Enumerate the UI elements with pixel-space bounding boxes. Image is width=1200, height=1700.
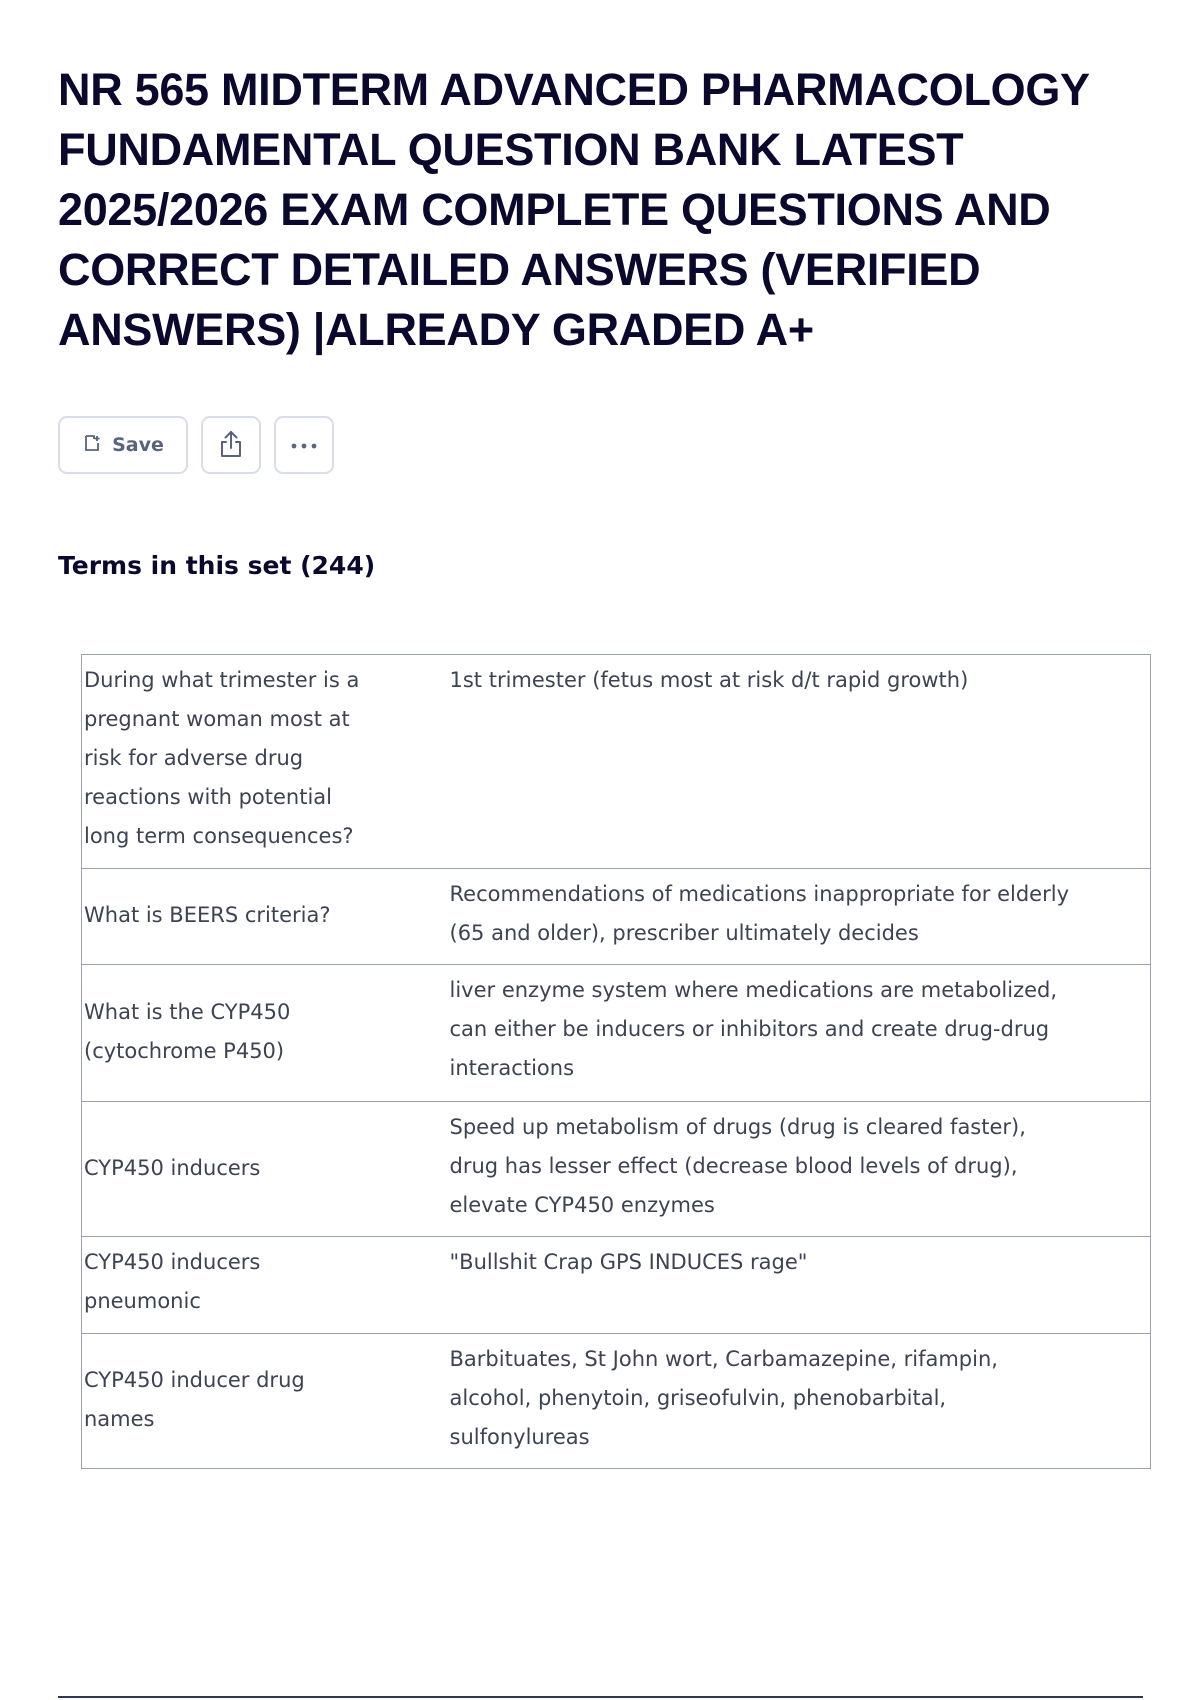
term-cell: CYP450 inducer drug names (82, 1334, 402, 1469)
table-row (82, 1334, 1151, 1469)
more-options-button[interactable] (274, 416, 334, 474)
table-row (82, 655, 1151, 869)
term-cell: CYP450 inducers (82, 1102, 402, 1237)
save-button-label: Save (112, 434, 164, 456)
save-icon (82, 433, 102, 458)
term-cell: During what trimester is a pregnant woman most at risk for adverse drug reactions with potential long term consequences? (82, 655, 402, 869)
table-row (82, 965, 1151, 1102)
toolbar (58, 416, 334, 474)
term-cell: CYP450 inducers pneumonic (82, 1237, 402, 1334)
term-cell: What is BEERS criteria? (82, 869, 402, 965)
definition-cell: liver enzyme system where medications are metabolized, can either be inducers or inhibitors and create drug-drug interactions (402, 965, 1151, 1102)
definition-cell: Recommendations of medications inappropriate for elderly (65 and older), prescriber ultimately decides (402, 869, 1151, 965)
bottom-divider (58, 1696, 1143, 1698)
share-icon (217, 429, 245, 462)
terms-heading: Terms in this set (244) (58, 551, 376, 580)
definition-cell: 1st trimester (fetus most at risk d/t rapid growth) (402, 655, 1151, 869)
terms-table (81, 654, 1151, 1469)
definition-cell: Speed up metabolism of drugs (drug is cleared faster), drug has lesser effect (decrease blood levels of drug), elevate CYP450 enzymes (402, 1102, 1151, 1237)
definition-cell: Barbituates, St John wort, Carbamazepine, rifampin, alcohol, phenytoin, griseofulvin, phenobarbital, sulfonylureas (402, 1334, 1151, 1469)
table-row (82, 869, 1151, 965)
share-button[interactable] (201, 416, 261, 474)
term-cell: What is the CYP450 (cytochrome P450) (82, 965, 402, 1102)
more-options-icon (289, 438, 319, 453)
table-row (82, 1102, 1151, 1237)
definition-cell: "Bullshit Crap GPS INDUCES rage" (402, 1237, 1151, 1334)
save-button[interactable] (58, 416, 188, 474)
page-title: NR 565 MIDTERM ADVANCED PHARMACOLOGY FUNDAMENTAL QUESTION BANK LATEST 2025/2026 EXAM COMPLETE QUESTIONS AND CORRECT DETAILED ANSWERS (VERIFIED ANSWERS) |ALREADY GRADED A+ (58, 64, 1089, 355)
table-row (82, 1237, 1151, 1334)
